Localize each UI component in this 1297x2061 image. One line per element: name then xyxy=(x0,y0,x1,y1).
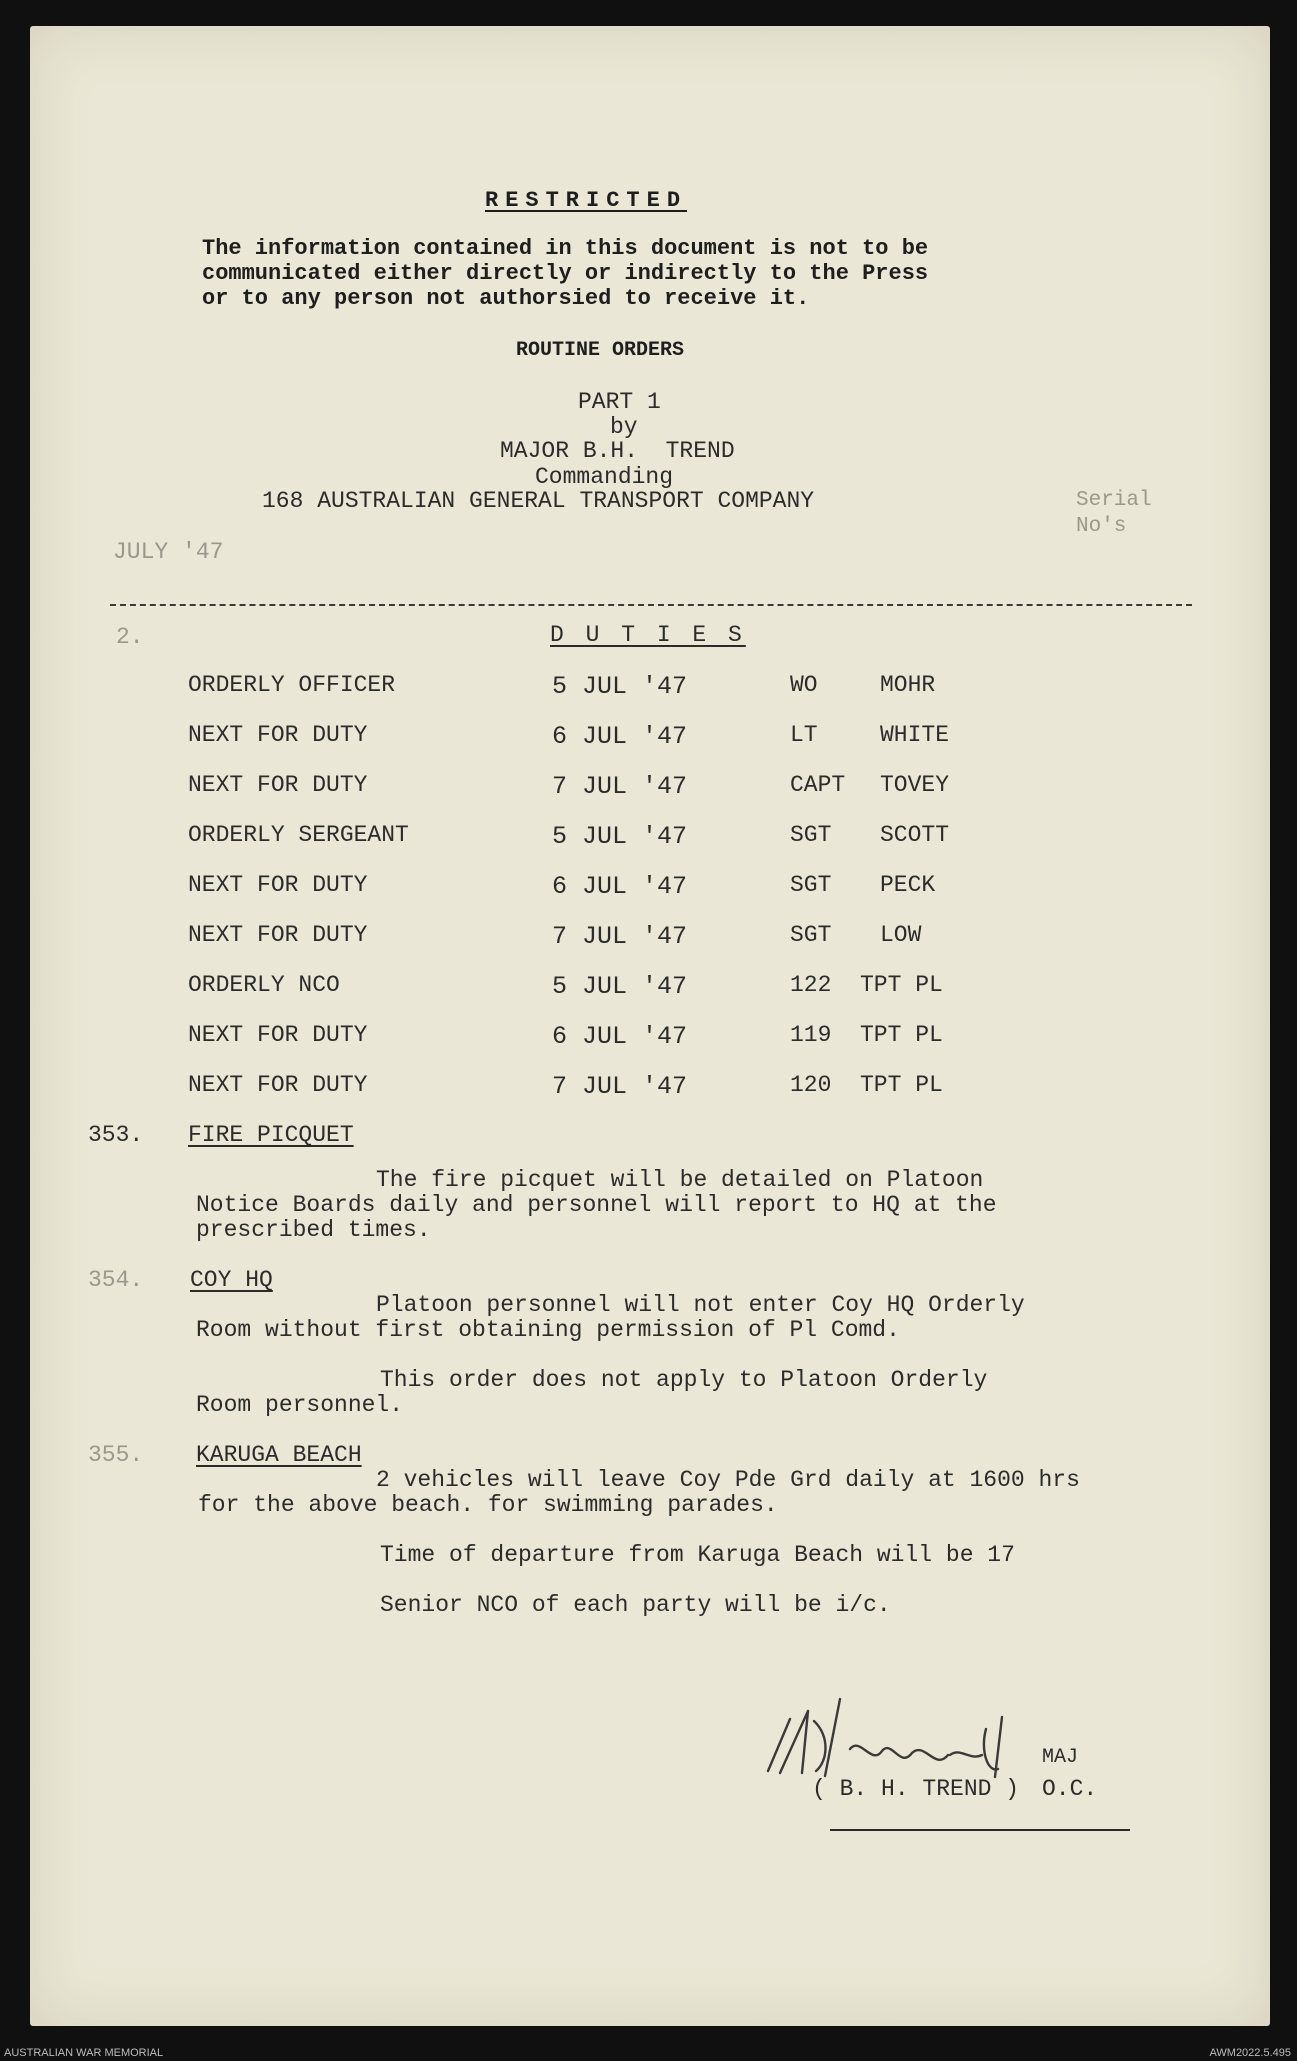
duty-rank: SGT xyxy=(790,872,832,898)
duty-name: TPT PL xyxy=(860,1072,943,1098)
duty-role: NEXT FOR DUTY xyxy=(188,1072,368,1098)
duty-role: ORDERLY NCO xyxy=(188,972,340,998)
duty-role: ORDERLY OFFICER xyxy=(188,672,396,698)
order-text-line: Room personnel. xyxy=(196,1392,404,1418)
restricted-heading: RESTRICTED xyxy=(485,188,688,213)
order-text-line: This order does not apply to Platoon Orderly xyxy=(380,1367,988,1393)
duty-rank: 120 xyxy=(790,1072,832,1098)
duty-rank: 122 xyxy=(790,972,832,998)
duty-date: 5 JUL '47 xyxy=(552,972,688,1001)
document-page xyxy=(30,26,1270,2026)
duty-date: 5 JUL '47 xyxy=(552,672,688,701)
notice-line-2: communicated either directly or indirectly to the Press xyxy=(202,261,929,286)
duty-date: 5 JUL '47 xyxy=(552,822,688,851)
duty-role: NEXT FOR DUTY xyxy=(188,922,368,948)
order-text-line: The fire picquet will be detailed on Platoon xyxy=(376,1167,984,1193)
duty-name: TPT PL xyxy=(860,1022,943,1048)
handwritten-signature xyxy=(750,1681,1040,1791)
duty-date: 6 JUL '47 xyxy=(552,872,688,901)
commanding-label: Commanding xyxy=(535,464,674,490)
duty-name: PECK xyxy=(880,872,936,898)
duty-name: TOVEY xyxy=(880,772,950,798)
commander-name: MAJOR B.H. TREND xyxy=(500,438,735,464)
order-number: 354. xyxy=(88,1267,144,1293)
duties-heading: D U T I E S xyxy=(550,622,746,648)
duty-rank: SGT xyxy=(790,822,832,848)
serial-label: Serial xyxy=(1076,489,1152,512)
order-text-line: Time of departure from Karuga Beach will be 17 xyxy=(380,1542,1015,1568)
order-text-line: Platoon personnel will not enter Coy HQ Orderly xyxy=(376,1292,1025,1318)
unit-name: 168 AUSTRALIAN GENERAL TRANSPORT COMPANY xyxy=(262,488,815,514)
order-number: 355. xyxy=(88,1442,144,1468)
duty-name: WHITE xyxy=(880,722,950,748)
footer-accession: AWM2022.5.495 xyxy=(1209,2047,1291,2059)
duty-rank: CAPT xyxy=(790,772,846,798)
footer-source: AUSTRALIAN WAR MEMORIAL xyxy=(4,2047,164,2059)
by-label: by xyxy=(610,414,638,440)
signature-rank: MAJ xyxy=(1042,1746,1079,1769)
duty-date: 7 JUL '47 xyxy=(552,1072,688,1101)
order-text-line: Room without first obtaining permission of Pl Comd. xyxy=(196,1317,900,1343)
duty-role: NEXT FOR DUTY xyxy=(188,722,368,748)
order-text-line: prescribed times. xyxy=(196,1217,431,1243)
duty-name: TPT PL xyxy=(860,972,943,998)
document-date: JULY '47 xyxy=(113,539,224,565)
duty-name: LOW xyxy=(880,922,922,948)
order-text-line: 2 vehicles will leave Coy Pde Grd daily at 1600 hrs xyxy=(376,1467,1080,1493)
duty-rank: 119 xyxy=(790,1022,832,1048)
document-title: ROUTINE ORDERS xyxy=(516,339,685,362)
signature-name: ( B. H. TREND ) xyxy=(812,1776,1020,1802)
duty-role: NEXT FOR DUTY xyxy=(188,1022,368,1048)
order-text-line: for the above beach. for swimming parades. xyxy=(198,1492,778,1518)
notice-line-3: or to any person not authorsied to receive it. xyxy=(202,286,810,311)
duty-role: NEXT FOR DUTY xyxy=(188,772,368,798)
duty-rank: LT xyxy=(790,722,818,748)
duty-rank: SGT xyxy=(790,922,832,948)
order-heading: FIRE PICQUET xyxy=(188,1122,354,1148)
order-heading: COY HQ xyxy=(190,1267,273,1293)
notice-line-1: The information contained in this document is not to be xyxy=(202,236,929,261)
order-heading: KARUGA BEACH xyxy=(196,1442,362,1468)
duty-name: SCOTT xyxy=(880,822,950,848)
serial-nos-label: No's xyxy=(1076,515,1127,538)
order-text-line: Senior NCO of each party will be i/c. xyxy=(380,1592,891,1618)
duty-date: 6 JUL '47 xyxy=(552,722,688,751)
order-text-line: Notice Boards daily and personnel will report to HQ at the xyxy=(196,1192,997,1218)
duties-number: 2. xyxy=(116,624,144,650)
duty-date: 7 JUL '47 xyxy=(552,922,688,951)
duty-name: MOHR xyxy=(880,672,936,698)
signature-appointment: O.C. xyxy=(1042,1776,1098,1802)
part-label: PART 1 xyxy=(578,389,661,415)
signature-underline xyxy=(830,1829,1130,1831)
duty-date: 7 JUL '47 xyxy=(552,772,688,801)
duty-role: NEXT FOR DUTY xyxy=(188,872,368,898)
duty-rank: WO xyxy=(790,672,818,698)
duty-role: ORDERLY SERGEANT xyxy=(188,822,409,848)
order-number: 353. xyxy=(88,1122,144,1148)
duty-date: 6 JUL '47 xyxy=(552,1022,688,1051)
header-divider xyxy=(110,604,1192,606)
